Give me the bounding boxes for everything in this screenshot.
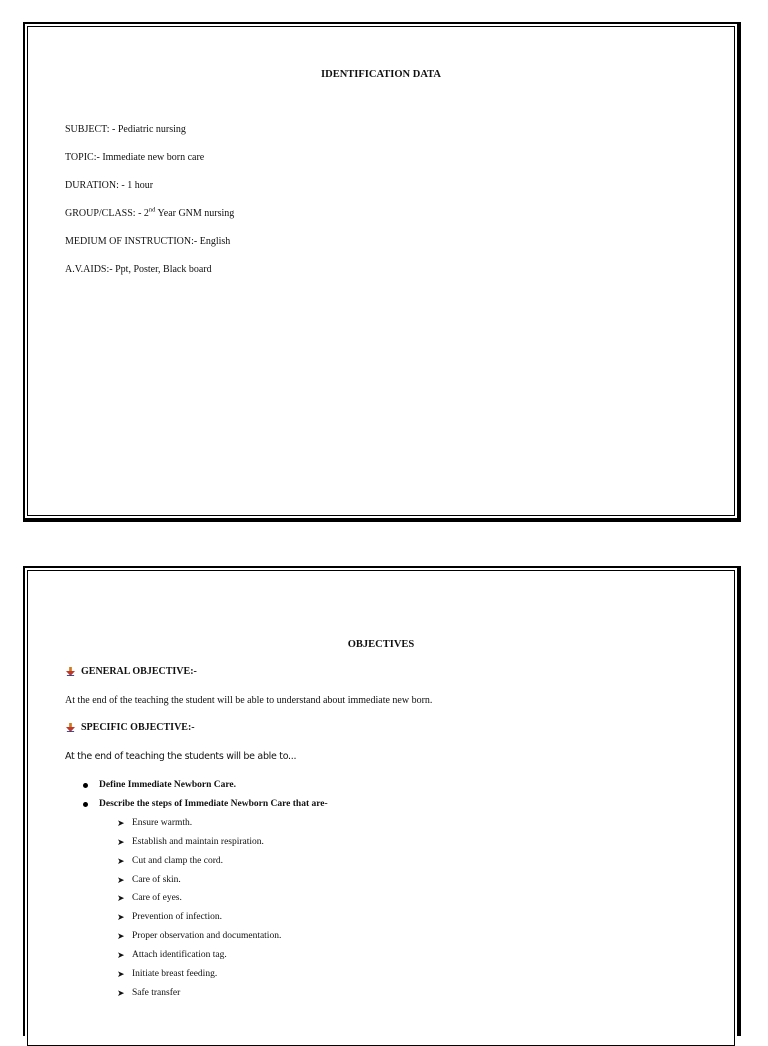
arrowhead-icon: ➤ — [117, 818, 125, 828]
identification-title: IDENTIFICATION DATA — [321, 69, 441, 80]
general-objective-text: At the end of the teaching the student will be able to understand about immediate new born. — [65, 695, 433, 706]
identification-page — [23, 22, 741, 522]
bullet-item — [99, 799, 328, 809]
medium-line: MEDIUM OF INSTRUCTION:- English — [65, 236, 231, 247]
step-text: Ensure warmth. — [132, 818, 193, 828]
step-item — [117, 818, 193, 828]
arrowhead-icon: ➤ — [117, 912, 125, 922]
arrowhead-icon: ➤ — [117, 875, 125, 885]
group-class-ordinal: nd — [148, 206, 156, 214]
arrowhead-icon: ➤ — [117, 969, 125, 979]
topic-line: TOPIC:- Immediate new born care — [65, 152, 205, 163]
step-item — [117, 856, 224, 866]
bullet-text: Define Immediate Newborn Care. — [99, 780, 237, 790]
specific-objective-intro: At the end of teaching the students will be able to... — [65, 751, 297, 762]
arrowhead-icon: ➤ — [117, 931, 125, 941]
group-class-suffix: Year GNM nursing — [155, 208, 235, 219]
step-item — [117, 875, 181, 885]
down-arrow-icon — [66, 667, 75, 676]
specific-objective-label: SPECIFIC OBJECTIVE:- — [81, 722, 195, 733]
arrowhead-icon: ➤ — [117, 837, 125, 847]
step-item — [117, 931, 282, 941]
step-text: Proper observation and documentation. — [132, 931, 282, 941]
group-class-prefix: GROUP/CLASS: - 2 — [65, 208, 149, 219]
down-arrow-icon — [66, 723, 75, 732]
step-text: Establish and maintain respiration. — [132, 837, 264, 847]
specific-objective-heading — [81, 722, 195, 733]
step-text: Care of eyes. — [132, 893, 182, 903]
step-item — [117, 950, 227, 960]
arrowhead-icon: ➤ — [117, 988, 125, 998]
duration-line: DURATION: - 1 hour — [65, 180, 154, 191]
bullet-item — [99, 780, 236, 790]
arrowhead-icon: ➤ — [117, 856, 125, 866]
bullet-text: Describe the steps of Immediate Newborn Care that are- — [99, 799, 328, 809]
av-aids-line: A.V.AIDS:- Ppt, Poster, Black board — [65, 264, 212, 275]
step-text: Care of skin. — [132, 875, 181, 885]
subject-line: SUBJECT: - Pediatric nursing — [65, 124, 186, 135]
arrowhead-icon: ➤ — [117, 950, 125, 960]
step-text: Cut and clamp the cord. — [132, 856, 224, 866]
objectives-page — [23, 566, 741, 1036]
step-text: Initiate breast feeding. — [132, 969, 218, 979]
bullet-icon — [83, 802, 88, 807]
step-item — [117, 988, 181, 998]
objectives-title: OBJECTIVES — [347, 639, 415, 650]
step-text: Attach identification tag. — [132, 950, 227, 960]
step-item — [117, 837, 264, 847]
step-item — [117, 969, 218, 979]
step-item — [117, 912, 222, 922]
arrowhead-icon: ➤ — [117, 893, 125, 903]
step-text: Safe transfer — [132, 988, 181, 998]
general-objective-label: GENERAL OBJECTIVE:- — [81, 666, 197, 677]
step-text: Prevention of infection. — [132, 912, 222, 922]
bullet-icon — [83, 783, 88, 788]
group-class-line — [65, 208, 234, 219]
step-item — [117, 893, 182, 903]
general-objective-heading — [81, 666, 197, 677]
